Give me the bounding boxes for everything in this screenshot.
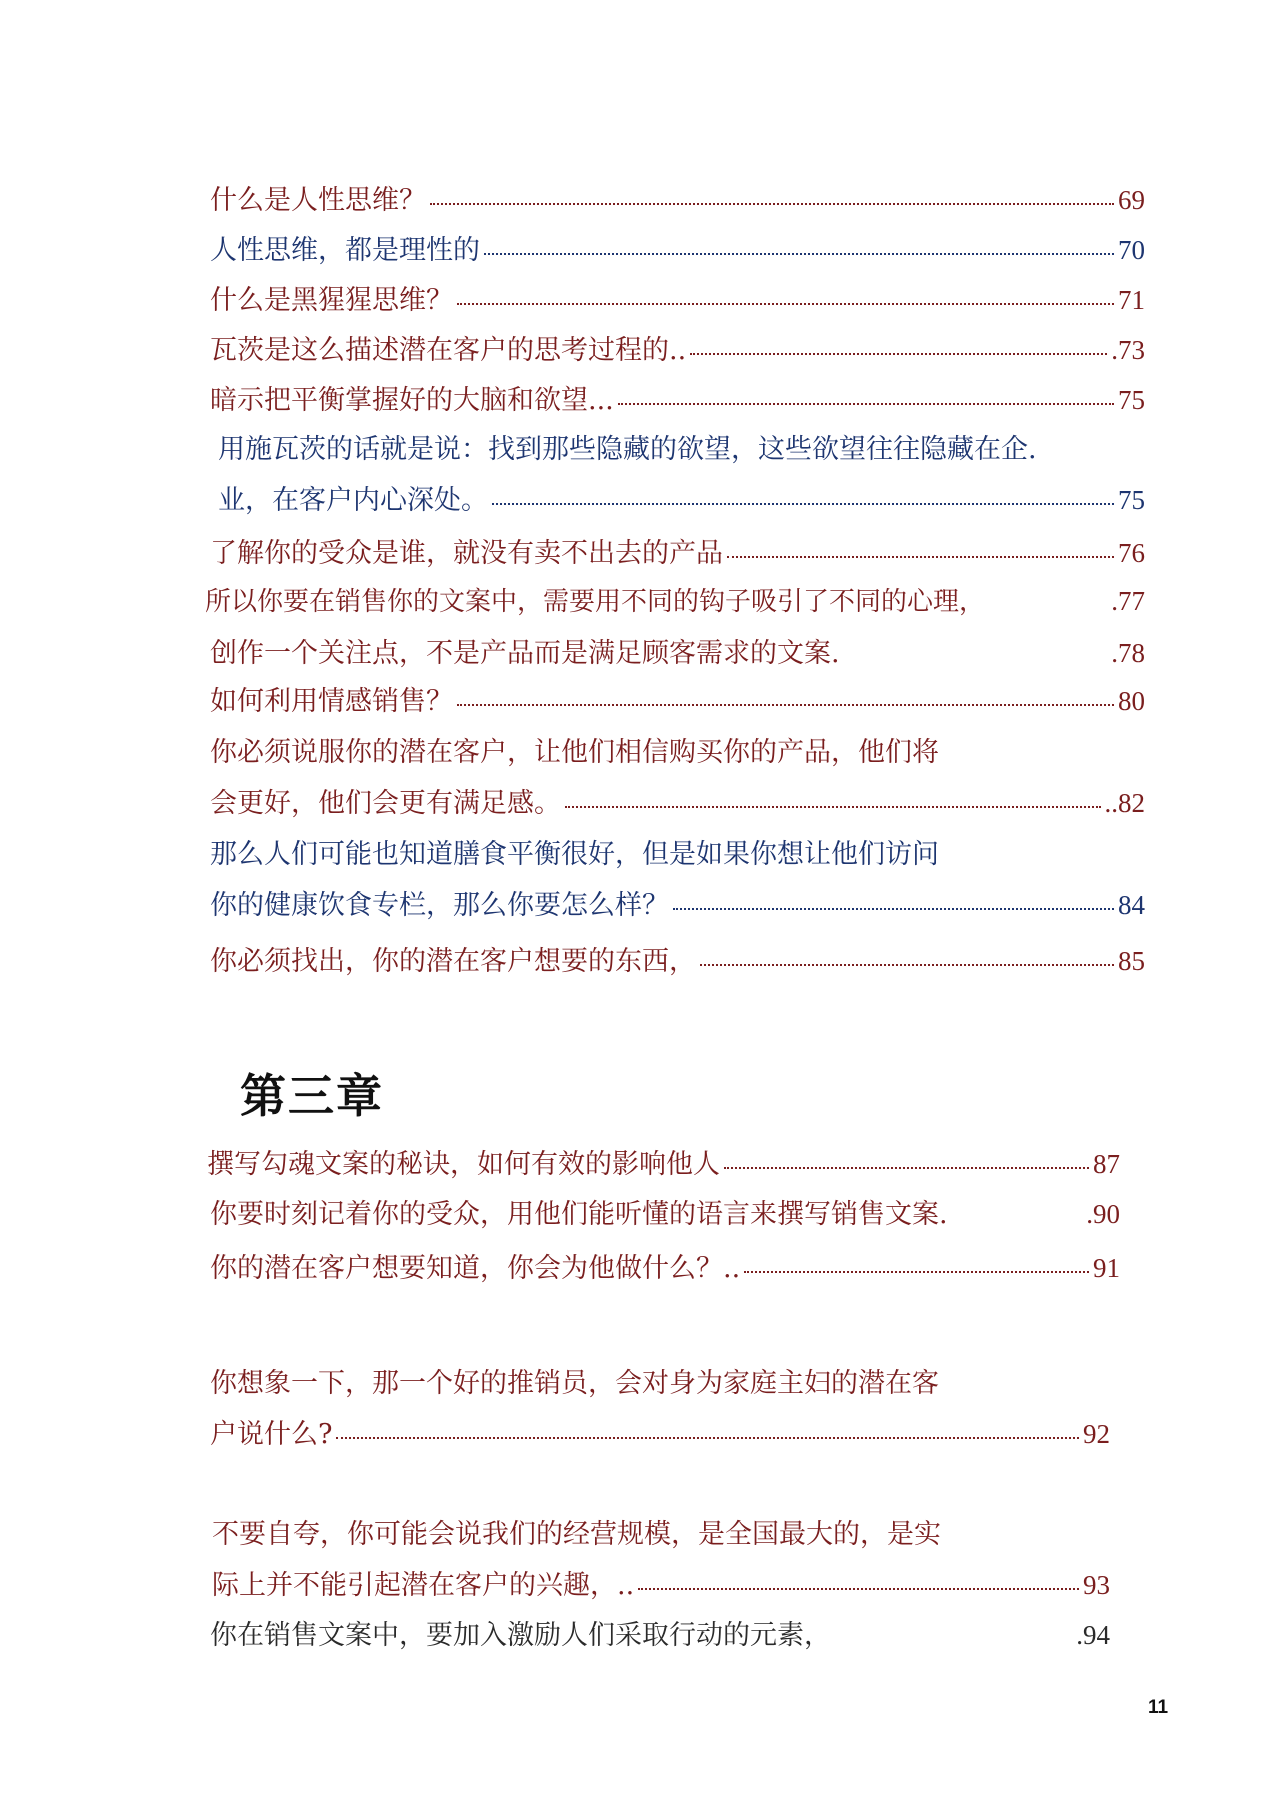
dot-leader: [724, 1167, 1089, 1169]
toc-entry-title: 瓦茨是这么描述潜在客户的思考过程的..: [210, 335, 687, 366]
toc-entry-title: 你必须找出，你的潜在客户想要的东西，: [210, 946, 696, 977]
dot-leader: [690, 353, 1107, 355]
toc-entry-title: 什么是黑猩猩思维？: [210, 285, 453, 316]
toc-entry-title: 了解你的受众是谁，就没有卖不出去的产品: [210, 538, 723, 569]
toc-entry[interactable]: [210, 943, 1145, 980]
toc-entry-page: .94: [1076, 1620, 1110, 1650]
toc-entry-page: .77: [1111, 586, 1145, 616]
dot-leader: [336, 1437, 1079, 1439]
dot-leader: [744, 1271, 1089, 1273]
toc-entry[interactable]: [210, 282, 1145, 319]
dot-leader: [727, 556, 1114, 558]
toc-entry-page: 69: [1118, 185, 1145, 215]
toc-entry-title-line2: 户说什么?: [210, 1419, 333, 1450]
toc-entry[interactable]: [210, 1196, 1120, 1233]
toc-entry-title: 人性思维，都是理性的: [210, 235, 480, 266]
toc-entry-title-line2: 际上并不能引起潜在客户的兴趣，..: [212, 1570, 635, 1601]
toc-entry[interactable]: [207, 1146, 1120, 1183]
toc-entry-page: 80: [1118, 686, 1145, 716]
page-number: 11: [1148, 1697, 1169, 1718]
toc-entry-title: 暗示把平衡掌握好的大脑和欲望...: [210, 385, 614, 416]
toc-entry-page: 87: [1093, 1149, 1120, 1179]
toc-entry-title-line2: 会更好，他们会更有满足感。: [210, 788, 561, 819]
toc-entry[interactable]: [210, 535, 1145, 572]
toc-entry[interactable]: [210, 182, 1145, 219]
toc-entry-title-line1: 你必须说服你的潜在客户，让他们相信购买你的产品，他们将: [210, 737, 939, 768]
toc-entry-page: 91: [1093, 1253, 1120, 1283]
toc-entry-page: 93: [1083, 1570, 1110, 1600]
toc-entry-page: 84: [1118, 890, 1145, 920]
toc-entry-page: 76: [1118, 538, 1145, 568]
toc-entry[interactable]: [218, 482, 1145, 519]
toc-entry-title-line2: 你的健康饮食专栏，那么你要怎么样？: [210, 890, 669, 921]
toc-entry-title: 你在销售文案中，要加入激励人们采取行动的元素，: [210, 1620, 831, 1651]
chapter-title: 第三章: [240, 1069, 384, 1123]
toc-entry[interactable]: [210, 232, 1145, 269]
toc-entry-page: .73: [1111, 335, 1145, 365]
toc-entry-title-line1: 你想象一下，那一个好的推销员，会对身为家庭主妇的潜在客: [210, 1368, 939, 1399]
dot-leader: [700, 964, 1114, 966]
toc-entry[interactable]: [210, 1617, 1110, 1654]
toc-entry-title: 什么是人性思维？: [210, 185, 426, 216]
toc-entry-page: .90: [1086, 1199, 1120, 1229]
toc-entry-page: 75: [1118, 385, 1145, 415]
toc-entry-page: 70: [1118, 235, 1145, 265]
dot-leader: [565, 806, 1101, 808]
toc-entry-title-line1: 不要自夸，你可能会说我们的经营规模，是全国最大的，是实: [212, 1519, 941, 1550]
toc-entry-title: 如何利用情感销售？: [210, 686, 453, 717]
toc-entry-title: 你的潜在客户想要知道，你会为他做什么？..: [210, 1253, 741, 1284]
toc-entry-title-line1: 那么人们可能也知道膳食平衡很好，但是如果你想让他们访问: [210, 839, 939, 870]
dot-leader: [457, 704, 1114, 706]
toc-entry[interactable]: [212, 1567, 1110, 1604]
toc-entry[interactable]: [210, 332, 1145, 369]
toc-entry-page: ..82: [1104, 788, 1145, 818]
toc-entry-title-line2: 业，在客户内心深处。: [218, 485, 488, 516]
dot-leader: [618, 403, 1114, 405]
toc-entry[interactable]: [210, 1416, 1110, 1453]
toc-entry-title: 创作一个关注点，不是产品而是满足顾客需求的文案.: [210, 638, 840, 669]
toc-entry-title: 你要时刻记着你的受众，用他们能听懂的语言来撰写销售文案.: [210, 1199, 948, 1230]
dot-leader: [484, 253, 1114, 255]
dot-leader: [952, 1217, 1083, 1219]
dot-leader: [638, 1588, 1079, 1590]
dot-leader: [673, 908, 1114, 910]
toc-entry[interactable]: [210, 382, 1145, 419]
toc-entry-title-line1: 用施瓦茨的话就是说：找到那些隐藏的欲望，这些欲望往往隐藏在企.: [218, 434, 1037, 465]
toc-entry[interactable]: [210, 1250, 1120, 1287]
dot-leader: [835, 1638, 1072, 1640]
toc-entry[interactable]: [210, 635, 1145, 672]
dot-leader: [989, 604, 1107, 606]
toc-entry-page: 85: [1118, 946, 1145, 976]
toc-entry-title: 撰写勾魂文案的秘诀，如何有效的影响他人: [207, 1149, 720, 1180]
toc-entry[interactable]: [205, 583, 1145, 620]
toc-entry[interactable]: [210, 785, 1145, 822]
toc-entry-page: 75: [1118, 485, 1145, 515]
toc-entry-page: 71: [1118, 285, 1145, 315]
toc-entry[interactable]: [210, 683, 1145, 720]
toc-entry-page: .78: [1111, 638, 1145, 668]
toc-entry-page: 92: [1083, 1419, 1110, 1449]
toc-entry[interactable]: [210, 887, 1145, 924]
dot-leader: [430, 203, 1114, 205]
dot-leader: [492, 503, 1114, 505]
dot-leader: [457, 303, 1114, 305]
toc-entry-title: 所以你要在销售你的文案中，需要用不同的钩子吸引了不同的心理，: [205, 587, 986, 617]
dot-leader: [844, 656, 1108, 658]
